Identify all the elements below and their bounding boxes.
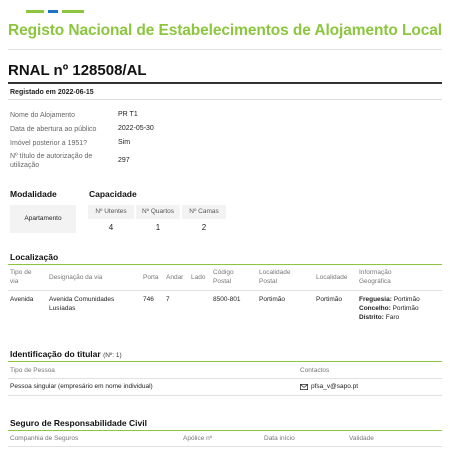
cell-concelho xyxy=(359,305,419,314)
col-header-andar: Andar xyxy=(166,274,184,281)
capacity-value-rooms: 1 xyxy=(155,223,161,232)
info-label-opening-date: Data de abertura ao público xyxy=(10,126,97,133)
titular-count: (Nº: 1) xyxy=(103,352,122,359)
col-header-validade: Validade xyxy=(349,435,374,442)
col-header-designacao: Designação da via xyxy=(49,274,103,281)
titular-row-rule xyxy=(8,395,442,396)
registration-date: Registado em 2022-06-15 xyxy=(10,89,94,96)
info-value-post-1951: Sim xyxy=(118,139,131,146)
page-title: RNAL nº 128508/AL xyxy=(8,62,147,79)
mail-icon xyxy=(300,384,308,390)
cell-tipo-pessoa: Pessoa singular (empresário em nome individual) xyxy=(10,383,153,390)
localizacao-heading: Localização xyxy=(10,252,59,262)
capacity-value-guests: 4 xyxy=(108,223,114,232)
col-header-codigo-postal: Código Postal xyxy=(213,269,234,285)
cell-porta: 746 xyxy=(143,296,154,303)
col-header-tipo-via: Tipo de via xyxy=(10,269,32,285)
col-header-lado: Lado xyxy=(191,274,206,281)
cell-codigo-postal: 8500-801 xyxy=(213,296,241,303)
info-label-name: Nome do Alojamento xyxy=(10,112,75,119)
info-label-post-1951: Imóvel posterior a 1951? xyxy=(10,140,88,147)
concelho-value: Portimão xyxy=(392,305,419,312)
info-value-opening-date: 2022-05-30 xyxy=(118,125,154,132)
col-header-localidade-postal: Localidade Postal xyxy=(259,269,291,285)
contact-email[interactable]: pfsa_v@sapo.pt xyxy=(311,383,359,390)
cell-distrito xyxy=(359,314,399,323)
capacity-header-rooms: Nº Quartos xyxy=(136,205,180,219)
col-header-companhia: Companhia de Seguros xyxy=(10,435,79,442)
freguesia-value: Portimão xyxy=(393,296,420,303)
col-header-tipo-pessoa: Tipo de Pessoa xyxy=(10,367,55,374)
cell-freguesia xyxy=(359,296,420,305)
cell-designacao: Avenida Comunidades Lusíadas xyxy=(49,296,115,312)
localizacao-divider xyxy=(8,264,442,265)
seguro-heading: Seguro de Responsabilidade Civil xyxy=(10,418,147,428)
modalidade-heading: Modalidade xyxy=(10,189,57,199)
seguro-header-rule xyxy=(8,446,442,447)
col-header-contactos: Contactos xyxy=(300,367,330,374)
distrito-value: Faro xyxy=(385,314,400,321)
capacity-header-guests: Nº Utentes xyxy=(88,205,134,219)
titular-heading xyxy=(10,349,122,359)
seguro-divider xyxy=(8,430,442,431)
capacity-header-beds: Nº Camas xyxy=(182,205,226,219)
concelho-label: Concelho: xyxy=(359,305,391,312)
info-value-permit: 297 xyxy=(118,157,130,164)
cell-tipo-via: Avenida xyxy=(10,296,34,303)
cell-localidade-postal: Portimão xyxy=(259,296,286,303)
distrito-label: Distrito: xyxy=(359,314,384,321)
info-label-permit: Nº título de autorização de utilização xyxy=(10,153,93,169)
capacidade-heading: Capacidade xyxy=(89,189,137,199)
col-header-info-geo: Informação Geográfica xyxy=(359,269,392,285)
col-header-localidade: Localidade xyxy=(316,274,348,281)
capacity-value-beds: 2 xyxy=(201,223,207,232)
site-title: Registo Nacional de Estabelecimentos de Alojamento Local xyxy=(8,22,442,39)
info-value-name: PR T1 xyxy=(118,111,138,118)
col-header-apolice: Apólice nº xyxy=(183,435,213,442)
titular-divider xyxy=(8,361,442,362)
col-header-data-inicio: Data início xyxy=(264,435,295,442)
col-header-porta: Porta xyxy=(143,274,159,281)
titular-header-rule xyxy=(8,378,442,379)
logo-strip xyxy=(26,0,96,3)
registration-divider xyxy=(8,99,442,100)
freguesia-label: Freguesia: xyxy=(359,296,392,303)
cell-localidade: Portimão xyxy=(316,296,343,303)
modalidade-value: Apartamento xyxy=(10,205,76,233)
titular-heading-text: Identificação do titular xyxy=(10,349,101,359)
localizacao-header-rule xyxy=(8,290,442,291)
title-underline xyxy=(8,82,442,84)
title-divider xyxy=(8,49,442,50)
cell-andar: 7 xyxy=(166,296,170,303)
